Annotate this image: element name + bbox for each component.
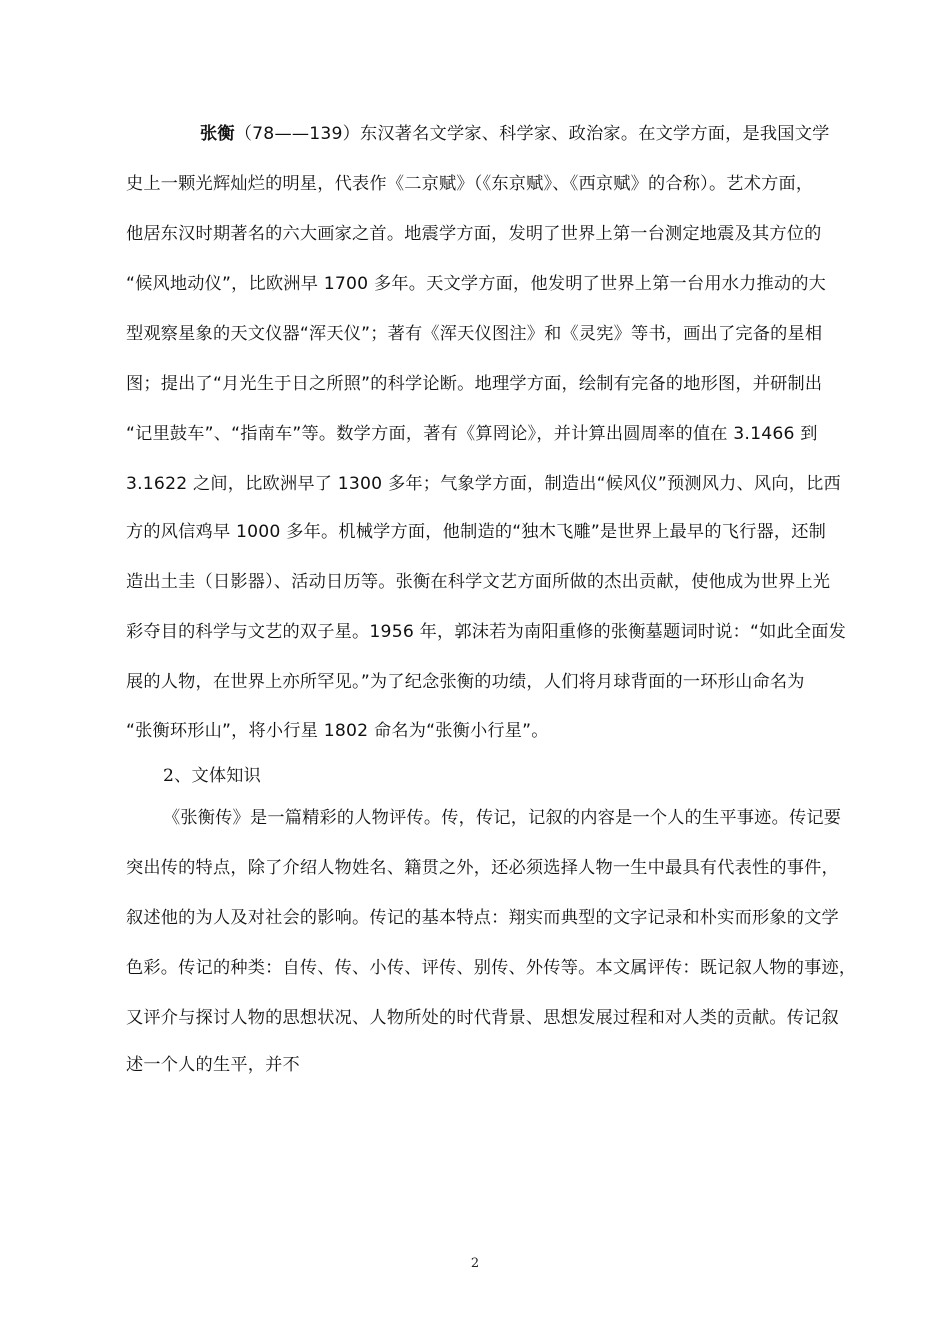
page-number: 2 — [470, 1256, 480, 1271]
paragraph-line: 他居东汉时期著名的六大画家之首。地震学方面，发明了世界上第一台测定地震及其方位的 — [126, 224, 822, 244]
paragraph-line: 型观察星象的天文仪器“浑天仪”；著有《浑天仪图注》和《灵宪》等书，画出了完备的星相 — [126, 324, 823, 344]
paragraph-line: 图；提出了“月光生于日之所照”的科学论断。地理学方面，绘制有完备的地形图，并研制出 — [126, 374, 823, 394]
paragraph-line: “记里鼓车”、“指南车”等。数学方面，著有《算罔论》，并计算出圆周率的值在 3.1466 到 — [126, 424, 818, 444]
paragraph-line: 色彩。传记的种类：自传、传、小传、评传、别传、外传等。本文属评传：既记叙人物的事迹， — [126, 958, 857, 978]
paragraph-line: 《张衡传》是一篇精彩的人物评传。传，传记，记叙的内容是一个人的生平事迹。传记要 — [163, 808, 842, 828]
paragraph-line: 突出传的特点，除了介绍人物姓名、籍贯之外，还必须选择人物一生中最具有代表性的事件， — [126, 858, 839, 878]
paragraph-line: 方的风信鸡早 1000 多年。机械学方面，他制造的“独木飞雕”是世界上最早的飞行器，还制 — [126, 522, 827, 542]
person-name: 张衡 — [200, 124, 235, 144]
paragraph-line: 叙述他的为人及对社会的影响。传记的基本特点：翔实而典型的文字记录和朴实而形象的文学 — [126, 908, 839, 928]
paragraph-line: 造出土圭（日影器）、活动日历等。张衡在科学文艺方面所做的杰出贡献，使他成为世界上光 — [126, 572, 831, 592]
paragraph-line: 展的人物，在世界上亦所罕见。”为了纪念张衡的功绩，人们将月球背面的一环形山命名为 — [126, 672, 805, 692]
paragraph-line: 彩夺目的科学与文艺的双子星。1956 年，郭沫若为南阳重修的张衡墓题词时说：“如此全面发 — [126, 622, 847, 642]
paragraph-line: “候风地动仪”，比欧洲早 1700 多年。天文学方面，他发明了世界上第一台用水力推动的大 — [126, 274, 827, 294]
paragraph-line: 述一个人的生平，并不 — [126, 1055, 300, 1075]
paragraph-line: “张衡环形山”，将小行星 1802 命名为“张衡小行星”。 — [126, 721, 549, 741]
section-heading: 2、文体知识 — [163, 766, 262, 786]
paragraph-line: 3.1622 之间，比欧洲早了 1300 多年；气象学方面，制造出“候风仪”预测风力、风向，比西 — [126, 474, 841, 494]
paragraph-line: 又评介与探讨人物的思想状况、人物所处的时代背景、思想发展过程和对人类的贡献。传记叙 — [126, 1008, 839, 1028]
paragraph-line: 史上一颗光辉灿烂的明星，代表作《二京赋》（《东京赋》、《西京赋》的合称）。艺术方面， — [126, 174, 814, 194]
paragraph-line — [200, 122, 829, 146]
paragraph-text: （78——139）东汉著名文学家、科学家、政治家。在文学方面，是我国文学 — [234, 124, 830, 144]
